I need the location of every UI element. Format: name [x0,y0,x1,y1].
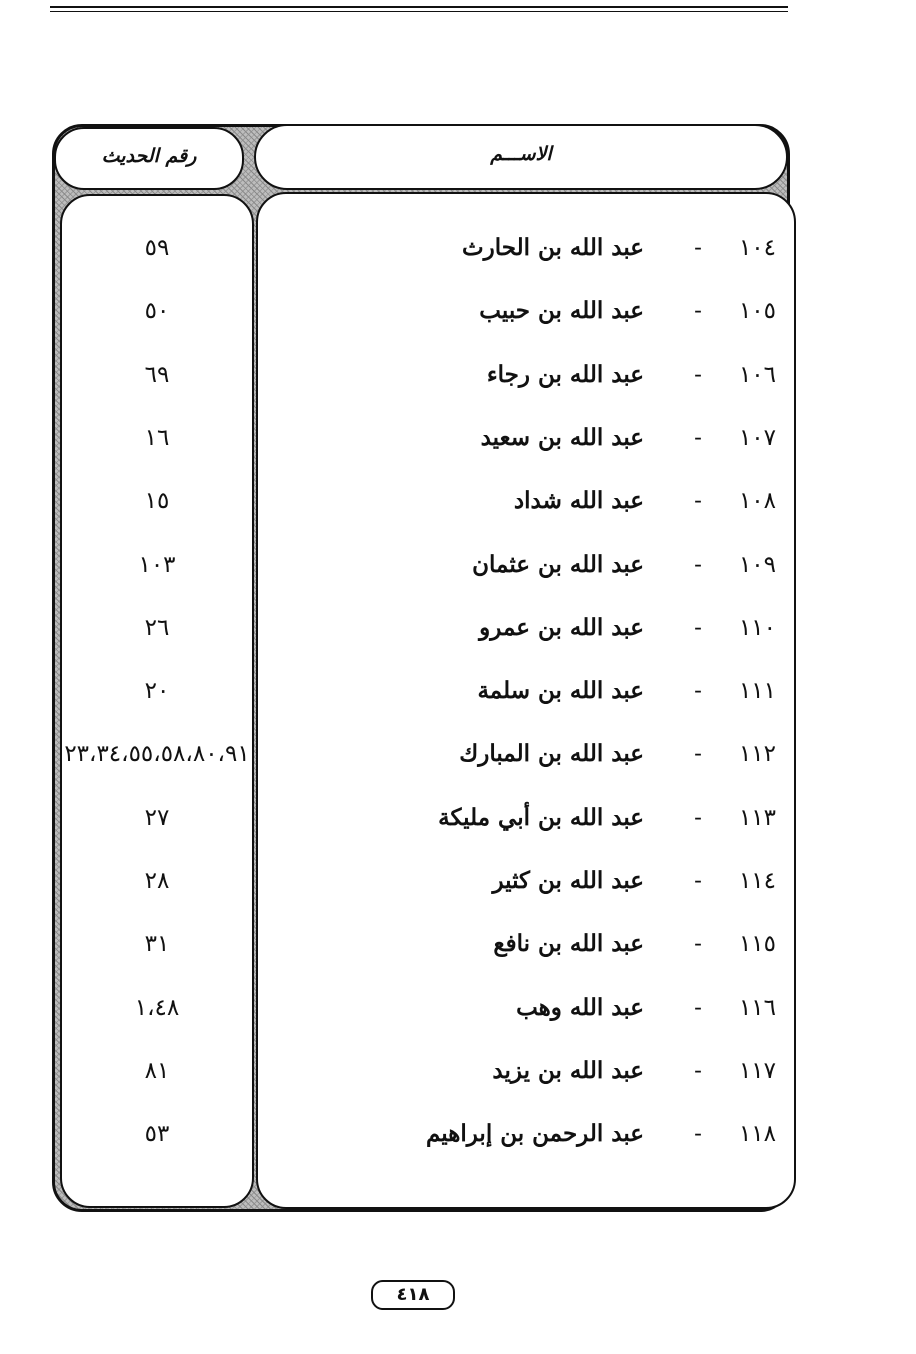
entry-hadith-numbers: ١٠٣ [138,551,176,578]
entry-index: ١١٨ [738,1121,776,1148]
entry-dash: - [694,298,702,325]
entry-dash: - [694,804,702,831]
list-item [0,228,916,268]
entry-hadith-numbers: ١،٤٨ [134,994,180,1021]
list-item [0,671,916,711]
entry-name: عبد الله بن الحارث [461,234,644,261]
list-item [0,861,916,901]
entry-hadith-numbers: ٢٧ [144,804,170,831]
entry-hadith-numbers: ٢٠ [144,678,170,705]
entry-dash: - [694,1121,702,1148]
list-item [0,418,916,458]
entry-dash: - [694,551,702,578]
entry-index: ١١٢ [738,741,776,768]
entry-hadith-numbers: ٢٣،٣٤،٥٥،٥٨،٨٠،٩١ [64,741,250,768]
page-number: ٤١٨ [371,1280,455,1310]
entry-hadith-numbers: ٢٦ [144,614,170,641]
entry-dash: - [694,868,702,894]
entry-name: عبد الله بن نافع [493,930,644,958]
entry-index: ١٠٩ [738,551,776,578]
list-item [0,924,916,964]
entry-dash: - [694,678,702,705]
entry-name: عبد الله بن عثمان [472,550,644,578]
entry-name: عبد الله بن حبيب [479,297,644,325]
entry-index: ١٠٧ [738,424,776,451]
entry-index: ١٠٦ [738,361,776,388]
entry-index: ١٠٨ [738,488,776,515]
entry-hadith-numbers: ١٥ [144,488,170,515]
list-item [0,798,916,838]
entry-hadith-numbers: ٥٣ [144,1121,170,1148]
entry-hadith-numbers: ٥٩ [144,235,170,261]
entry-dash: - [694,614,702,641]
entry-dash: - [694,994,702,1021]
list-item [0,481,916,521]
entry-hadith-numbers: ٢٨ [144,868,170,894]
list-item [0,988,916,1028]
entry-name: عبد الله شداد [513,487,644,515]
entry-dash: - [694,488,702,515]
entry-index: ١١١ [738,678,776,705]
list-item [0,734,916,774]
entry-hadith-numbers: ١٦ [144,424,170,451]
number-column-header: رقم الحديث [101,145,197,167]
entry-dash: - [694,235,702,261]
list-item [0,1114,916,1154]
entry-name: عبد الله بن سلمة [477,677,644,705]
entry-dash: - [694,741,702,768]
entry-dash: - [694,361,702,388]
entry-name: عبد الله بن سعيد [480,423,644,451]
entry-name: عبد الله بن كثير [492,867,644,894]
entry-hadith-numbers: ٦٩ [144,361,170,388]
entry-index: ١١٧ [738,1057,776,1084]
entry-name: عبد الله بن المبارك [459,740,644,768]
list-item [0,291,916,331]
entry-index: ١١٤ [738,868,776,894]
entry-index: ١٠٥ [738,298,776,325]
list-item [0,1051,916,1091]
entry-name: عبد الله بن يزيد [492,1056,644,1084]
name-column-header: الاســـم [490,143,552,165]
list-item [0,608,916,648]
list-item [0,355,916,395]
entry-index: ١١٠ [738,614,776,641]
entry-index: ١١٥ [738,931,776,958]
entry-name: عبد الله بن أبي مليكة [438,803,644,831]
entry-dash: - [694,931,702,958]
entry-index: ١١٦ [738,994,776,1021]
entry-hadith-numbers: ٥٠ [144,298,170,325]
entry-index: ١٠٤ [738,235,776,261]
entry-name: عبد الرحمن بن إبراهيم [425,1120,644,1148]
entry-index: ١١٣ [738,804,776,831]
entry-name: عبد الله بن عمرو [479,613,644,641]
entry-dash: - [694,424,702,451]
entry-name: عبد الله بن رجاء [486,360,644,388]
entry-hadith-numbers: ٨١ [144,1057,170,1084]
entry-name: عبد الله وهب [516,993,644,1021]
entry-hadith-numbers: ٣١ [144,931,170,958]
entry-dash: - [694,1057,702,1084]
list-item [0,545,916,585]
